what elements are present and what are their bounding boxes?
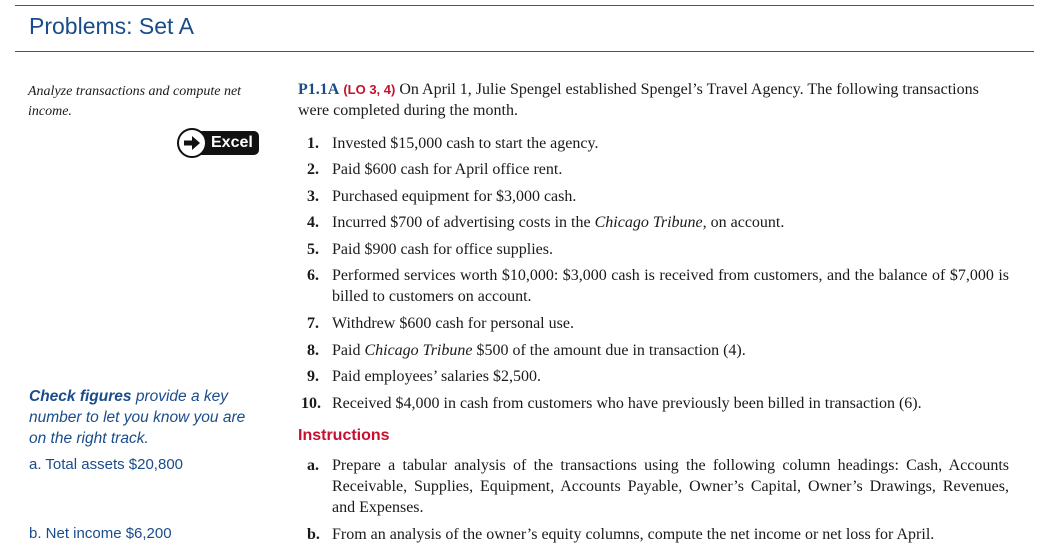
problem-id: P1.1A [298,81,340,98]
transaction-item: 7. Withdrew $600 cash for personal use. [307,315,574,332]
learning-objective: (LO 3, 4) [343,82,396,97]
transaction-item: 4. Incurred $700 of advertising costs in the Chicago Tribune, on account. [307,214,785,231]
instruction-item: a. Prepare a tabular analysis of the transactions using the following column headings: Cash, Accounts Receivable, Supplies, Equipment, Accounts Payable, Owner’s Capital, Owner’s Drawings, Revenues, and Expenses. [307,457,1009,516]
page-title: Problems: Set A [29,13,194,39]
transaction-item: 9. Paid employees’ salaries $2,500. [307,368,541,385]
instruction-item: b. From an analysis of the owner’s equity columns, compute the net income or net loss for April. [307,526,935,543]
transaction-item: 6. Performed services worth $10,000: $3,000 cash is received from customers, and the balance of $7,000 is billed to customers on account. [307,267,1009,305]
problem-intro [298,79,1010,121]
top-rule [15,5,1034,6]
margin-note: Analyze transactions and compute net income. [28,84,242,119]
check-figure-total-assets: a. Total assets $20,800 [29,456,183,473]
arrow-right-icon [177,128,207,158]
transaction-item: 8. Paid Chicago Tribune $500 of the amount due in transaction (4). [307,342,746,359]
problem-intro-text: On April 1, Julie Spengel established Spengel’s Travel Agency. The following transactions were completed during the month. [298,81,979,119]
check-figures-note: Check figures provide a key number to let you know you are on the right track. [29,388,246,447]
transaction-item: 1. Invested $15,000 cash to start the agency. [307,135,599,152]
excel-label: Excel [199,131,259,155]
header-rule [15,51,1034,52]
transaction-item: 10. Received $4,000 in cash from customers who have previously been billed in transaction (6). [301,395,922,412]
excel-badge [177,128,259,158]
instructions-heading: Instructions [298,427,390,444]
transaction-item: 2. Paid $600 cash for April office rent. [307,161,563,178]
check-figure-net-income: b. Net income $6,200 [29,525,172,542]
transaction-item: 5. Paid $900 cash for office supplies. [307,241,553,258]
transaction-item: 3. Purchased equipment for $3,000 cash. [307,188,577,205]
